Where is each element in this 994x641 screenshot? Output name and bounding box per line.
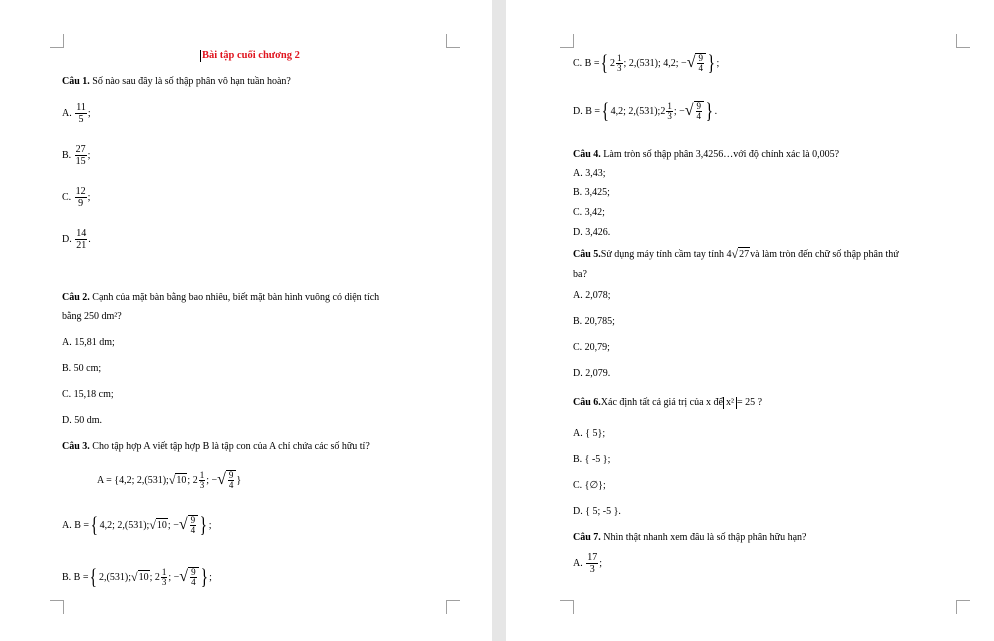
q6-option-c: C. {∅}; — [573, 480, 606, 491]
question-7: Câu 7. Nhìn thật nhanh xem đâu là số thập phân hữu hạn? — [573, 532, 807, 543]
crop-mark — [50, 600, 64, 614]
q3-option-a: A. B = { 4,2; 2,(531); √ 10 ; − √ $\frac{9}{4}$ } ; — [62, 512, 212, 537]
set-a-expression: A = {4,2; 2,(531); √ 10 ; 2 $\frac{1}{3}$ ; − √ $\frac{9}{4}$ } — [97, 469, 242, 490]
q3-option-d: D. B = { 4,2; 2,(531); 2 $\frac{1}{3}$ ; − √ $\frac{9}{4}$ } . — [573, 98, 718, 123]
question-2: Câu 2. Cạnh của mặt bàn bằng bao nhiêu, biết mặt bàn hình vuông có diện tích — [62, 292, 380, 303]
question-5: Câu 5. Sử dụng máy tính cầm tay tính 4 √ 27 và làm tròn đến chữ số thập phân thứ — [573, 247, 899, 261]
crop-mark — [446, 600, 460, 614]
q4-option-b: B. 3,425; — [573, 187, 610, 198]
q2-option-c: C. 15,18 cm; — [62, 389, 114, 400]
crop-mark — [956, 34, 970, 48]
q3-option-c: C. B = { 2 $\frac{1}{3}$ ; 2,(531); 4,2; − √ $\frac{9}{4}$ } ; — [573, 50, 720, 75]
question-6: Câu 6. Xác định tất cả giá trị của x để x² = 25 ? — [573, 396, 763, 408]
q6-option-d: D. { 5; -5 }. — [573, 506, 621, 517]
question-1: Câu 1. Số nào sau đây là số thập phân vô hạn tuần hoàn? — [62, 76, 291, 87]
q5-option-c: C. 20,79; — [573, 342, 610, 353]
q1-option-a: A. $\frac{11}{5}$ ; — [62, 102, 91, 125]
q5-option-b: B. 20,785; — [573, 316, 615, 327]
q2-option-b: B. 50 cm; — [62, 363, 102, 374]
q2-option-d: D. 50 dm. — [62, 415, 102, 426]
q3-option-b: B. B = { 2,(531); √ 10 ; 2 $\frac{1}{3}$ ; − √ $\frac{9}{4}$ } ; — [62, 564, 212, 589]
q6-option-b: B. { -5 }; — [573, 454, 611, 465]
q5-option-d: D. 2,079. — [573, 368, 611, 379]
document-page-right — [506, 0, 994, 641]
q4-option-d: D. 3,426. — [573, 227, 611, 238]
document-title[interactable]: Bài tập cuối chương 2 — [202, 50, 300, 61]
crop-mark — [446, 34, 460, 48]
question-5-line-2: ba? — [573, 269, 587, 280]
crop-mark — [50, 34, 64, 48]
question-2-line-2: bằng 250 dm²? — [62, 311, 122, 322]
question-4: Câu 4. Làm tròn số thập phân 3,4256…với độ chính xác là 0,005? — [573, 149, 840, 160]
document-page-left — [0, 0, 492, 641]
q7-option-a: A. $\frac{17}{3}$ ; — [573, 552, 603, 575]
q1-option-d: D. $\frac{14}{21}$ . — [62, 228, 91, 251]
q4-option-c: C. 3,42; — [573, 207, 605, 218]
q4-option-a: A. 3,43; — [573, 168, 606, 179]
crop-mark — [560, 34, 574, 48]
question-3: Câu 3. Cho tập hợp A viết tập hợp B là tập con của A chỉ chứa các số hữu tỉ? — [62, 441, 370, 452]
crop-mark — [560, 600, 574, 614]
crop-mark — [956, 600, 970, 614]
q1-option-b: B. $\frac{27}{15}$ ; — [62, 144, 91, 167]
q5-option-a: A. 2,078; — [573, 290, 611, 301]
q2-option-a: A. 15,81 dm; — [62, 337, 115, 348]
q1-option-c: C. $\frac{12}{9}$ ; — [62, 186, 91, 209]
text-cursor — [200, 50, 201, 62]
q6-option-a: A. { 5}; — [573, 428, 606, 439]
